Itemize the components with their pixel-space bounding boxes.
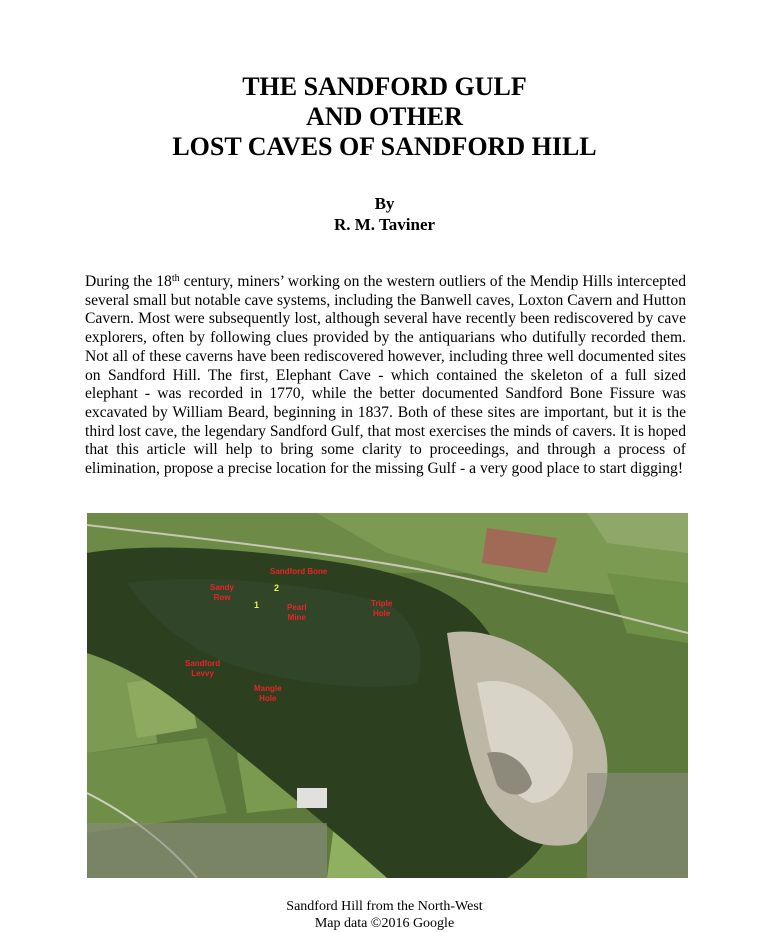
label-sandy-row: Sandy Row [210, 583, 235, 602]
label-sandford-levvy: Sandford Levvy [185, 659, 221, 678]
label-triple-hole: Triple Hole [371, 599, 393, 618]
byline-by: By [374, 194, 395, 213]
paragraph-rest: century, miners’ working on the western outliers of the Mendip Hills intercepted several small but notable cave systems, including the Banwell caves, Loxton Cavern and Hutton Cavern. Most were subsequently lost, although several have recently been rediscovered by cave explorers, often by following clues provided by the antiquarians who dutifully recorded them. Not all of these caverns have been rediscovered however, including three well documented sites on Sandford Hill. The first, Elephant Cave - which contained the skeleton of a full sized elephant - was recorded in 1770, while the better documented Sandford Bone Fissure was excavated by William Beard, beginning in 1837. Both of these sites are important, but it is the third lost cave, the legendary Sandford Gulf, that most exercises the minds of cavers. It is hoped that this article will help to bring some clarity to proceedings, and through a process of elimination, propose a precise location for the missing Gulf - a very good place to start digging! [85, 273, 686, 478]
label-pearl-mine: Pearl Mine [287, 603, 307, 622]
figure-caption [0, 898, 769, 932]
title-line-1: THE SANDFORD GULF [242, 72, 527, 101]
marker-2: 2 [274, 583, 280, 593]
label-sandford-bone: Sandford Bone [270, 567, 328, 576]
author-name: R. M. Taviner [333, 215, 436, 234]
caption-line-2: Map data ©2016 Google [314, 916, 455, 931]
article-title [0, 72, 769, 162]
marker-1: 1 [254, 600, 260, 610]
aerial-photo-artwork [87, 513, 688, 878]
ordinal-suffix: th [171, 273, 180, 284]
caption-line-1: Sandford Hill from the North-West [286, 899, 483, 914]
label-mangle-hole: Mangle Hole [254, 684, 282, 703]
title-line-2: AND OTHER [306, 102, 463, 131]
byline [0, 193, 769, 235]
intro-paragraph [85, 273, 686, 479]
aerial-photo [87, 513, 688, 878]
paragraph-start: During the 18 [85, 273, 172, 290]
title-line-3: LOST CAVES OF SANDFORD HILL [172, 132, 597, 161]
